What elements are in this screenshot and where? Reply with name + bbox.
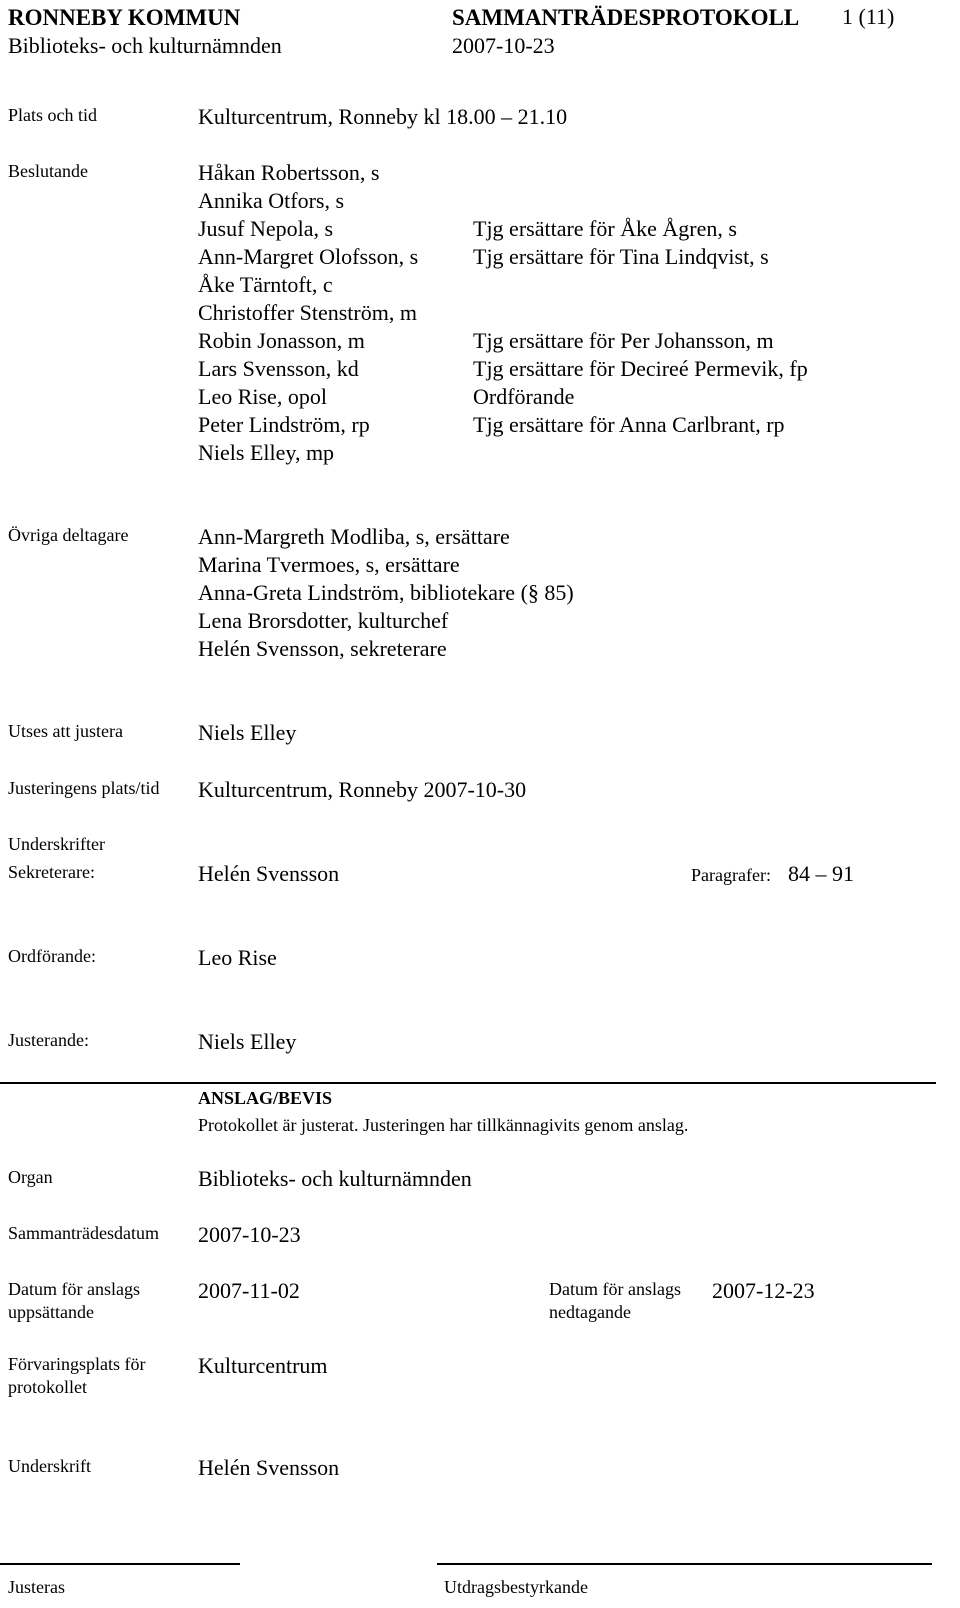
storage-value: Kulturcentrum <box>198 1353 328 1378</box>
signature-label: Underskrift <box>8 1456 91 1476</box>
other-participants-label: Övriga deltagare <box>8 525 129 545</box>
storage-label-2: protokollet <box>8 1377 87 1397</box>
member-role: Tjg ersättare för Decireé Permevik, fp <box>473 356 808 381</box>
section-divider <box>0 1082 936 1084</box>
place-time-value: Kulturcentrum, Ronneby kl 18.00 – 21.10 <box>198 104 568 129</box>
secretary-value: Helén Svensson <box>198 861 340 886</box>
document-type: SAMMANTRÄDESPROTOKOLL <box>452 5 800 30</box>
member-role: Tjg ersättare för Per Johansson, m <box>473 328 774 353</box>
member-name: Håkan Robertsson, s <box>198 160 380 185</box>
posted-date-label-2: uppsättande <box>8 1302 94 1322</box>
participant: Helén Svensson, sekreterare <box>198 636 447 661</box>
posted-date-label: Datum för anslags <box>8 1279 140 1299</box>
removed-date-value: 2007-12-23 <box>712 1278 815 1303</box>
participant: Lena Brorsdotter, kulturchef <box>198 608 449 633</box>
place-time-label: Plats och tid <box>8 105 97 125</box>
member-role: Tjg ersättare för Anna Carlbrant, rp <box>473 412 785 437</box>
adjuster-value: Niels Elley <box>198 720 297 745</box>
notice-heading: ANSLAG/BEVIS <box>198 1088 333 1108</box>
signature-adjuster-value: Niels Elley <box>198 1029 297 1054</box>
member-name: Annika Otfors, s <box>198 188 345 213</box>
chair-value: Leo Rise <box>198 945 277 970</box>
removed-date-label: Datum för anslags <box>549 1279 681 1299</box>
member-name: Ann-Margret Olofsson, s <box>198 244 419 269</box>
meeting-date-label: Sammanträdesdatum <box>8 1223 159 1243</box>
posted-date-value: 2007-11-02 <box>198 1278 300 1303</box>
member-role: Ordförande <box>473 384 575 409</box>
paragraphs-value: 84 – 91 <box>788 861 854 886</box>
footer-adjust-label: Justeras <box>8 1577 65 1597</box>
member-name: Peter Lindström, rp <box>198 412 370 437</box>
adjust-place-label: Justeringens plats/tid <box>8 778 160 798</box>
signature-value: Helén Svensson <box>198 1455 340 1480</box>
member-role: Tjg ersättare för Åke Ågren, s <box>473 216 737 241</box>
removed-date-label-2: nedtagande <box>549 1302 631 1322</box>
participant: Ann-Margreth Modliba, s, ersättare <box>198 524 510 549</box>
member-name: Jusuf Nepola, s <box>198 216 334 241</box>
footer-left-line <box>0 1563 240 1565</box>
signatures-heading: Underskrifter <box>8 834 105 854</box>
chair-label: Ordförande: <box>8 946 96 966</box>
secretary-label: Sekreterare: <box>8 862 95 882</box>
member-name: Lars Svensson, kd <box>198 356 359 381</box>
organ-label: Organ <box>8 1167 53 1187</box>
signature-adjuster-label: Justerande: <box>8 1030 89 1050</box>
member-role: Tjg ersättare för Tina Lindqvist, s <box>473 244 769 269</box>
adjuster-label: Utses att justera <box>8 721 123 741</box>
participant: Marina Tvermoes, s, ersättare <box>198 552 460 577</box>
adjust-place-value: Kulturcentrum, Ronneby 2007-10-30 <box>198 777 527 802</box>
meeting-date-value: 2007-10-23 <box>198 1222 301 1247</box>
organ-value: Biblioteks- och kulturnämnden <box>198 1166 472 1191</box>
decision-makers-label: Beslutande <box>8 161 88 181</box>
footer-right-line <box>437 1563 932 1565</box>
member-name: Robin Jonasson, m <box>198 328 365 353</box>
member-name: Leo Rise, opol <box>198 384 327 409</box>
paragraphs-label: Paragrafer: <box>691 865 771 885</box>
notice-text: Protokollet är justerat. Justeringen har tillkännagivits genom anslag. <box>198 1115 689 1135</box>
footer-certified-label: Utdragsbestyrkande <box>444 1577 588 1597</box>
member-name: Niels Elley, mp <box>198 440 335 465</box>
committee-name: Biblioteks- och kulturnämnden <box>8 33 282 58</box>
member-name: Åke Tärntoft, c <box>198 272 333 297</box>
meeting-date: 2007-10-23 <box>452 33 555 58</box>
page-number: 1 (11) <box>842 4 895 29</box>
storage-label: Förvaringsplats för <box>8 1354 146 1374</box>
member-name: Christoffer Stenström, m <box>198 300 417 325</box>
participant: Anna-Greta Lindström, bibliotekare (§ 85) <box>198 580 574 605</box>
org-name: RONNEBY KOMMUN <box>8 5 241 30</box>
